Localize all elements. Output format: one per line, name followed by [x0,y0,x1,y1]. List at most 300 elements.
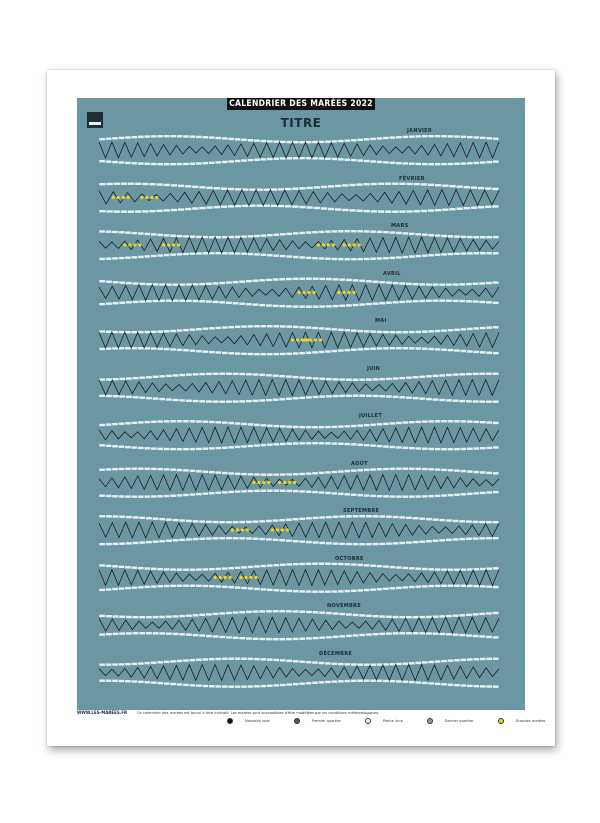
tide-time-box [170,683,176,685]
tide-time-box [196,448,202,450]
tide-time-box [351,469,357,471]
tide-time-box [144,468,150,470]
tide-time-box [321,207,327,209]
tide-time-box [377,588,383,590]
tide-time-box [135,183,141,185]
tide-time-box [459,634,465,636]
tide-time-box [383,468,389,470]
tide-time-box [125,422,131,424]
tide-time-box [454,469,460,471]
tide-time-box [273,490,279,492]
tide-time-box [399,616,405,618]
tide-time-box [166,398,172,400]
tide-time-box [379,543,385,545]
tide-time-box [144,662,150,664]
tide-time-box [267,473,273,475]
tide-time-box [319,231,325,233]
tide-time-box [479,537,485,539]
tide-time-box [99,680,105,682]
tide-time-box [119,566,125,568]
tide-time-box [383,423,389,425]
tide-time-box [466,520,472,522]
tide-time-box [233,373,239,375]
tide-time-box [190,659,196,661]
tide-time-box [346,304,352,306]
tide-time-box [493,373,499,375]
tide-time-box [390,347,396,349]
tide-time-box [461,448,467,450]
tide-time-box [306,257,312,259]
tide-time-box [149,210,155,212]
tide-time-box [319,327,325,329]
tide-time-box [259,374,265,376]
tide-time-box [339,378,345,380]
tide-waves [77,98,525,710]
tide-time-box [406,541,412,543]
tide-time-box [99,210,105,212]
tide-time-box [179,300,185,302]
tide-time-box [113,378,119,380]
tide-time-box [164,184,170,186]
tide-time-box [132,446,138,448]
tide-time-box [286,490,292,492]
tide-time-box [493,352,499,354]
tide-time-box [267,589,273,591]
spring-tide-marker [112,196,115,199]
tide-time-box [280,473,286,475]
tide-time-box [280,325,286,327]
tide-time-box [199,283,205,285]
tide-time-box [206,613,212,615]
tide-time-box [183,585,189,587]
tide-time-box [170,330,176,332]
tide-time-box [370,565,376,567]
spring-tide-marker [353,243,356,246]
tide-time-box [293,563,299,565]
tide-time-box [449,208,455,210]
tide-time-box [486,301,492,303]
tide-time-box [353,279,359,281]
tide-time-box [433,398,439,400]
tide-time-box [313,611,319,613]
tide-time-box [386,542,392,544]
tide-time-box [319,516,325,518]
tide-time-box [486,447,492,449]
tide-time-box [179,633,185,635]
tide-time-box [183,253,189,255]
tide-time-box [441,329,447,331]
tide-time-box [415,468,421,470]
tide-time-box [259,399,265,401]
tide-time-box [486,491,492,493]
tide-time-box [190,448,196,450]
tide-time-box [170,585,176,587]
tide-time-box [228,491,234,493]
tide-time-box [209,685,215,687]
tide-time-box [409,135,415,137]
tide-time-box [177,420,183,422]
tide-time-box [390,446,396,448]
tide-time-box [280,684,286,686]
tide-time-box [435,585,441,587]
tide-time-box [183,329,189,331]
tide-time-box [448,329,454,331]
tide-time-box [453,373,459,375]
tide-time-box [242,188,248,190]
tide-time-box [346,613,352,615]
tide-time-box [112,331,118,333]
tide-time-box [459,614,465,616]
tide-time-box [219,612,225,614]
tide-time-box [157,254,163,256]
tide-time-box [373,378,379,380]
tide-time-box [183,235,189,237]
tide-time-box [366,515,372,517]
tide-time-box [206,283,212,285]
tide-time-box [222,326,228,328]
tide-time-box [138,586,144,588]
tide-time-box [241,235,247,237]
tide-time-box [196,659,202,661]
tide-time-box [106,281,112,283]
tide-time-box [414,210,420,212]
tide-time-box [415,163,421,165]
tide-time-box [222,137,228,139]
tide-time-box [186,373,192,375]
tide-time-box [132,162,138,164]
tide-time-box [319,681,325,683]
tide-time-box [267,254,273,256]
tide-time-box [338,258,344,260]
tide-time-box [267,425,273,427]
tide-time-box [293,610,299,612]
tide-time-box [351,494,357,496]
tide-time-box [370,424,376,426]
tide-time-box [357,139,363,141]
tide-time-box [170,660,176,662]
tide-time-box [399,210,405,212]
month-label: JANVIER [407,128,433,134]
tide-time-box [121,183,127,185]
tide-time-box [493,521,499,523]
tide-time-box [144,331,150,333]
tide-time-box [439,283,445,285]
tide-time-box [119,542,125,544]
tide-time-box [185,208,191,210]
tide-time-box [119,347,125,349]
tide-time-box [106,378,112,380]
tide-time-box [449,185,455,187]
tide-time-box [346,515,352,517]
tide-time-box [248,490,254,492]
tide-time-box [219,400,225,402]
tide-time-box [126,377,132,379]
tide-time-box [306,563,312,565]
tide-time-box [383,680,389,682]
tide-time-box [170,348,176,350]
tide-time-box [166,540,172,542]
tide-time-box [239,280,245,282]
tide-time-box [139,396,145,398]
tide-time-box [467,328,473,330]
tide-time-box [246,280,252,282]
legend-dot-icon [294,718,300,724]
tide-time-box [453,400,459,402]
tide-time-box [486,636,492,638]
tide-time-box [377,161,383,163]
tide-time-box [203,252,209,254]
tide-time-box [373,302,379,304]
tide-time-box [226,521,232,523]
tide-time-box [199,186,205,188]
tide-time-box [371,210,377,212]
tide-time-box [357,589,363,591]
tide-time-box [393,377,399,379]
tide-time-box [486,373,492,375]
tide-time-box [390,136,396,138]
tide-time-box [319,491,325,493]
tide-time-box [203,471,209,473]
tide-time-box [409,567,415,569]
tide-time-box [178,208,184,210]
tide-time-box [259,520,265,522]
tide-time-box [215,568,221,570]
tide-time-box [364,160,370,162]
tide-time-box [164,448,170,450]
tide-time-box [153,517,159,519]
tide-time-box [319,157,325,159]
tide-time-box [479,301,485,303]
tide-time-box [366,633,372,635]
tide-time-box [486,685,492,687]
tide-time-box [480,585,486,587]
tide-time-box [428,682,434,684]
tide-time-box [226,612,232,614]
tide-time-box [371,183,377,185]
tide-time-box [399,301,405,303]
tide-time-box [246,637,252,639]
tide-time-box [193,283,199,285]
tide-time-box [248,445,254,447]
tide-time-box [254,658,260,660]
tide-time-box [333,636,339,638]
tide-time-box [273,325,279,327]
tide-time-box [364,663,370,665]
tide-time-box [280,589,286,591]
tide-time-box [339,305,345,307]
tide-time-box [325,158,331,160]
tide-time-box [226,281,232,283]
tide-calendar-poster [77,98,525,710]
spring-tide-marker [224,576,227,579]
tide-time-box [461,350,467,352]
tide-time-box [261,158,267,160]
tide-time-box [332,426,338,428]
tide-time-box [409,586,415,588]
tide-time-box [146,616,152,618]
tide-time-box [353,378,359,380]
tide-time-box [419,517,425,519]
tide-time-box [486,586,492,588]
tide-time-box [239,637,245,639]
tide-time-box [426,540,432,542]
tide-time-box [246,537,252,539]
spring-tide-marker [322,243,325,246]
tide-time-box [222,472,228,474]
tide-time-box [249,205,255,207]
tide-time-box [170,468,176,470]
tide-time-box [312,590,318,592]
tide-time-box [370,468,376,470]
tide-time-box [106,468,112,470]
tide-time-box [312,661,318,663]
tide-time-box [319,442,325,444]
tide-time-box [466,300,472,302]
tide-time-box [173,374,179,376]
tide-time-box [249,188,255,190]
tide-time-box [377,495,383,497]
spring-tide-marker [241,528,244,531]
tide-time-box [338,663,344,665]
tide-time-box [299,141,305,143]
tide-time-box [378,183,384,185]
tide-time-box [370,138,376,140]
tide-time-box [144,347,150,349]
tide-time-box [173,300,179,302]
tide-time-box [196,350,202,352]
tide-time-box [119,680,125,682]
tide-time-box [280,157,286,159]
tide-time-box [493,685,499,687]
poster-subtitle: TITRE [280,116,322,130]
tide-time-box [254,253,260,255]
spring-tide-marker [327,243,330,246]
tide-time-box [357,330,363,332]
tide-time-box [293,278,299,280]
tide-time-box [228,160,234,162]
tide-time-box [409,681,415,683]
tide-time-box [286,398,292,400]
tide-time-box [299,442,305,444]
tide-time-box [173,539,179,541]
tide-time-box [241,473,247,475]
tide-time-box [314,186,320,188]
tide-time-box [142,210,148,212]
tide-time-box [357,680,363,682]
tide-time-box [293,590,299,592]
tide-time-box [209,421,215,423]
tide-time-box [344,663,350,665]
tide-time-box [206,537,212,539]
tide-time-box [235,352,241,354]
tide-time-box [146,517,152,519]
tide-time-box [153,300,159,302]
tide-time-box [312,157,318,159]
tide-time-box [203,492,209,494]
tide-time-box [139,616,145,618]
tide-time-box [344,159,350,161]
tide-time-box [435,163,441,165]
tide-time-box [193,614,199,616]
spring-tide-marker [276,528,279,531]
tide-time-box [125,663,131,665]
tide-time-box [426,375,432,377]
tide-time-box [177,568,183,570]
spring-tide-marker [301,338,304,341]
tide-time-box [299,540,305,542]
tide-time-box [454,253,460,255]
tide-time-box [486,236,492,238]
tide-time-box [266,610,272,612]
tide-time-box [493,567,499,569]
tide-time-box [426,616,432,618]
tide-time-box [196,568,202,570]
tide-time-box [399,282,405,284]
tide-time-box [383,161,389,163]
tide-time-box [206,400,212,402]
tide-time-box [293,473,299,475]
tide-time-box [119,378,125,380]
tide-time-box [196,420,202,422]
tide-time-box [357,159,363,161]
tide-time-box [248,658,254,660]
tide-time-box [306,157,312,159]
tide-time-box [396,446,402,448]
tide-time-box [473,136,479,138]
spring-tide-marker [150,196,153,199]
tide-time-box [279,398,285,400]
tide-time-box [126,516,132,518]
tide-time-box [313,637,319,639]
tide-time-box [403,232,409,234]
tide-time-box [279,305,285,307]
tide-time-box [385,210,391,212]
tide-time-box [333,542,339,544]
tide-time-box [426,398,432,400]
tide-time-box [479,613,485,615]
legend [227,718,569,724]
tide-time-box [306,141,312,143]
tide-time-box [112,565,118,567]
tide-time-box [112,680,118,682]
tide-time-box [132,495,138,497]
tide-time-box [233,537,239,539]
tide-time-box [215,351,221,353]
tide-time-box [151,495,157,497]
tide-time-box [203,585,209,587]
tide-time-box [399,542,405,544]
tide-time-box [139,283,145,285]
tide-time-box [164,495,170,497]
spring-tide-marker [138,243,141,246]
tide-time-box [473,327,479,329]
tide-time-box [435,234,441,236]
tide-time-box [177,660,183,662]
tide-time-box [396,495,402,497]
tide-time-box [267,234,273,236]
tide-time-box [286,141,292,143]
tide-time-box [390,587,396,589]
tide-time-box [312,442,318,444]
tide-time-box [151,681,157,683]
tide-time-box [335,208,341,210]
spring-tide-marker [122,196,125,199]
tide-time-box [357,663,363,665]
tide-time-box [139,300,145,302]
tide-time-box [403,567,409,569]
tide-time-box [233,302,239,304]
tide-time-box [164,661,170,663]
